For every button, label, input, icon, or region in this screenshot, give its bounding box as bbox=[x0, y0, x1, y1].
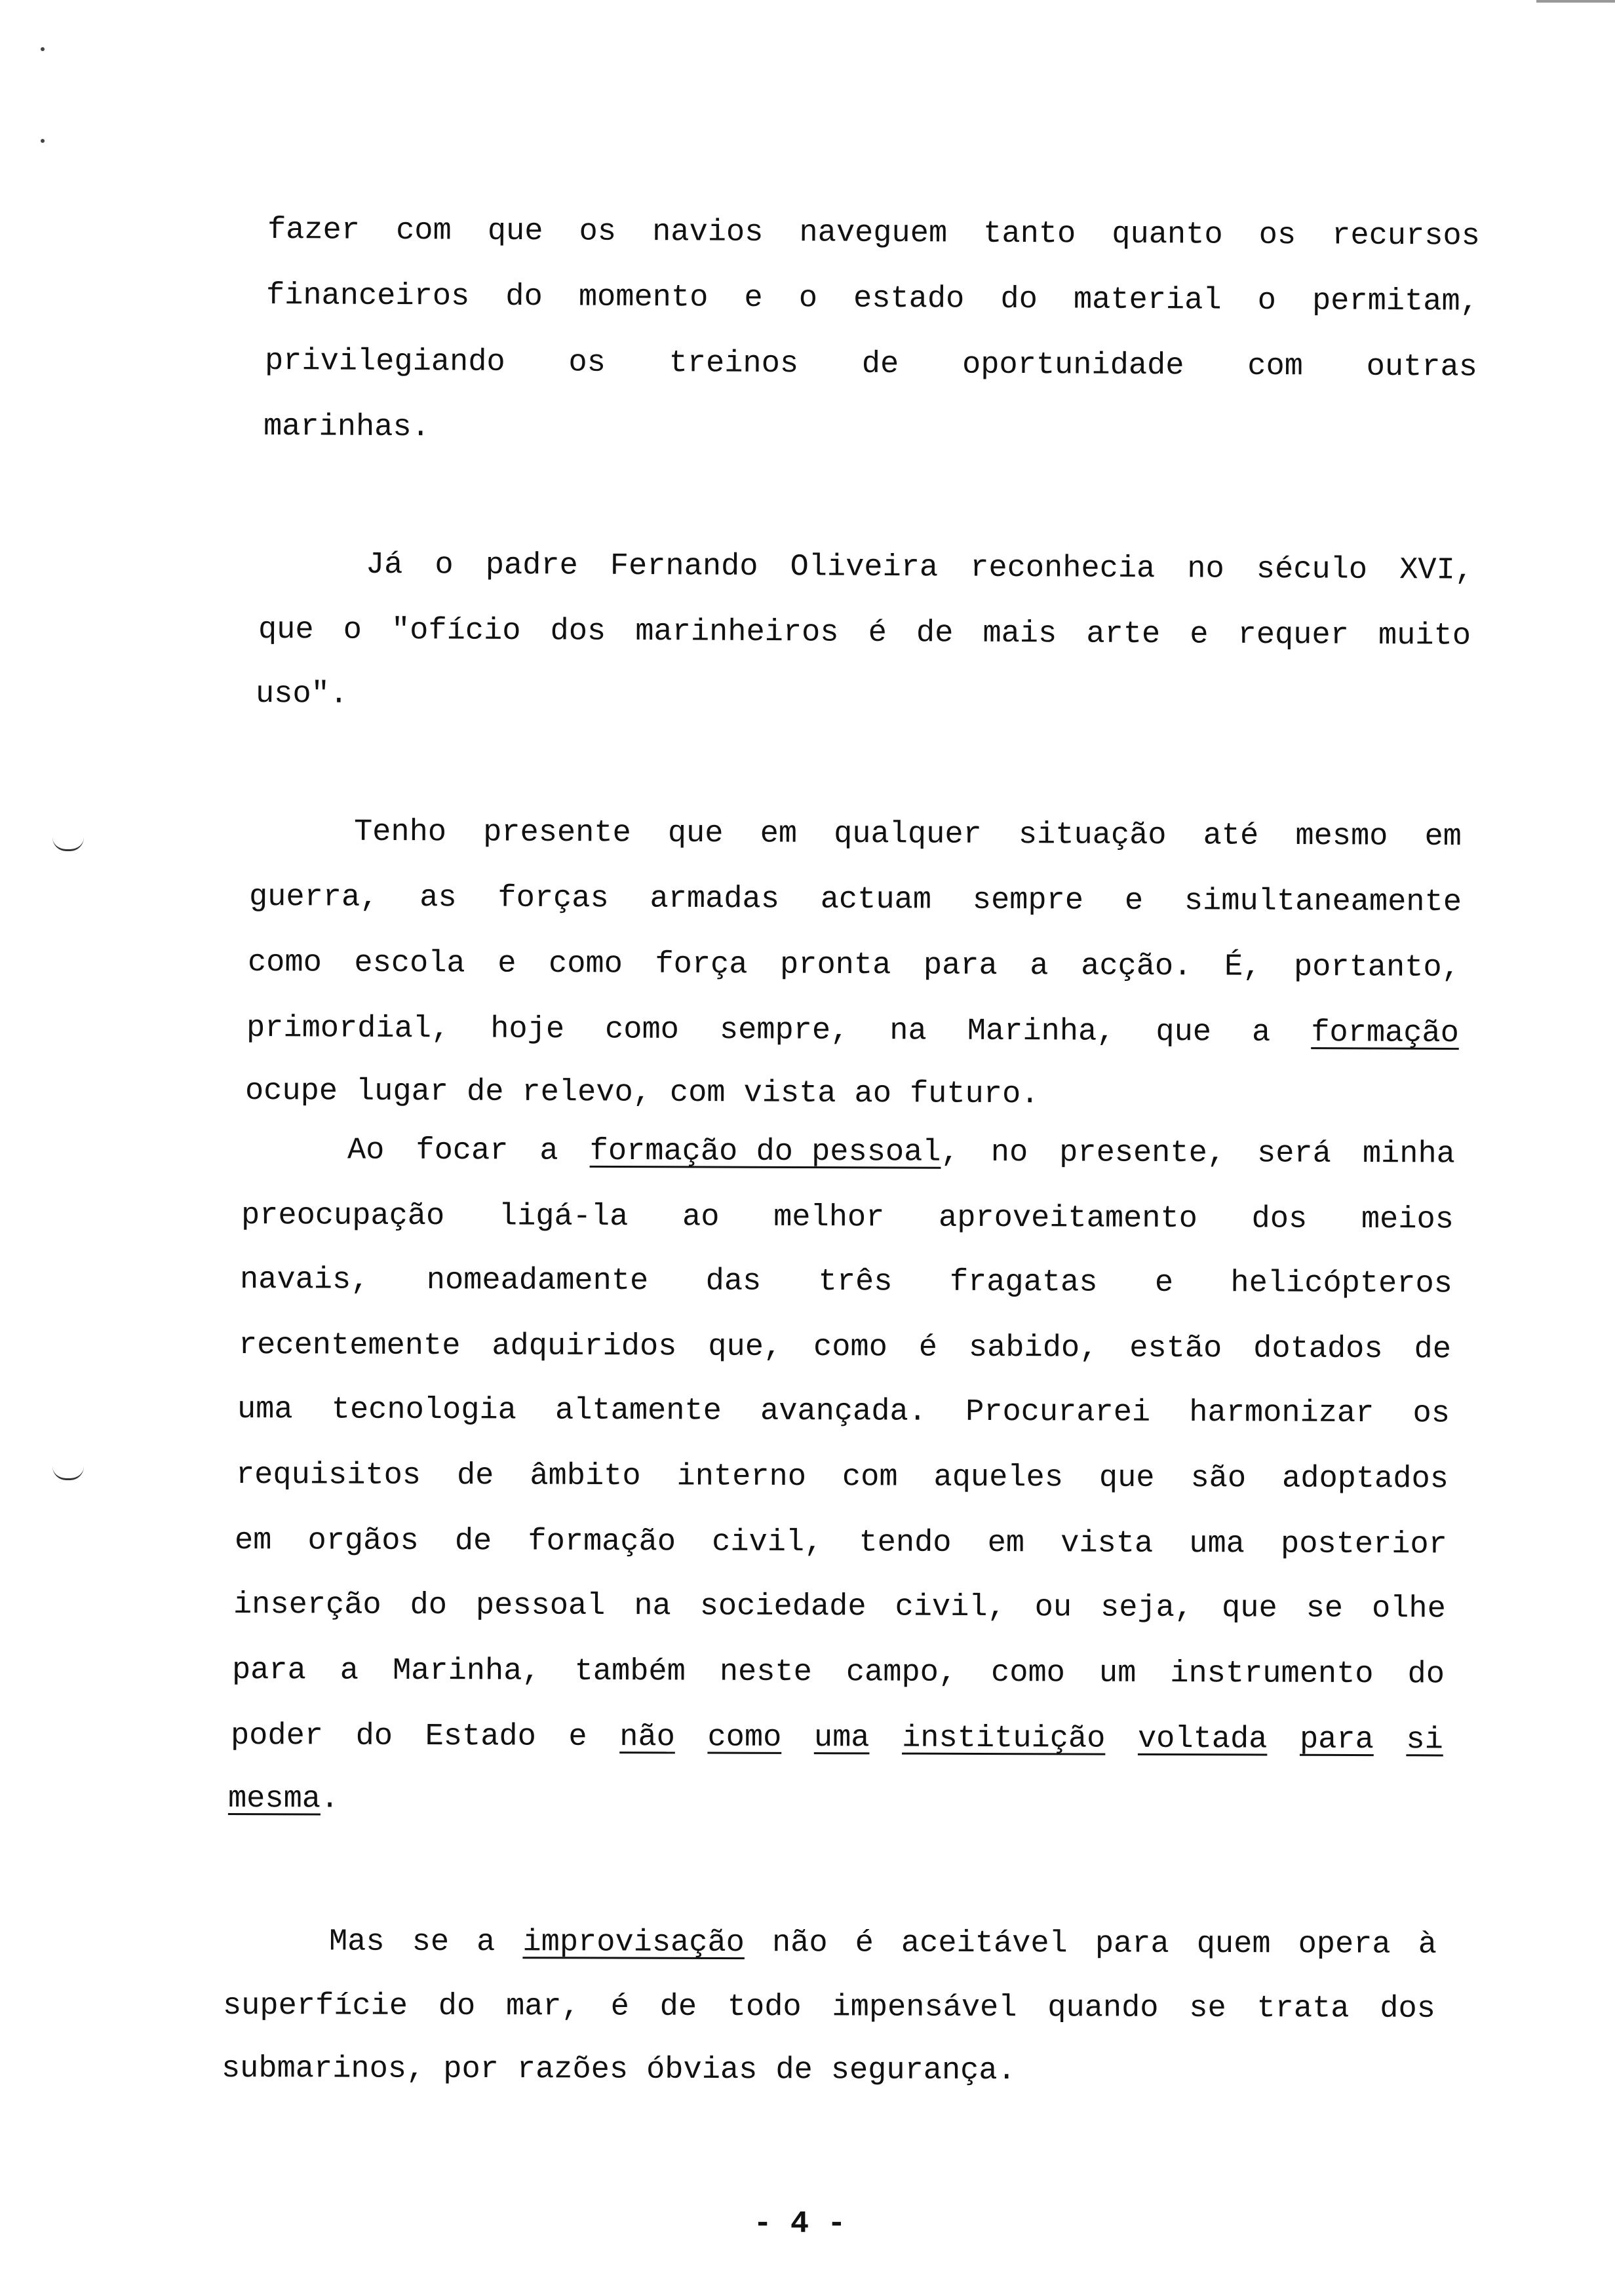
word: século bbox=[1256, 552, 1368, 588]
word: formação bbox=[1311, 1016, 1460, 1052]
word: adoptados bbox=[1281, 1461, 1449, 1497]
word: meios bbox=[1361, 1202, 1454, 1238]
word: Marinha, bbox=[967, 1014, 1116, 1050]
word: arte bbox=[1086, 617, 1161, 653]
word: com bbox=[669, 1075, 726, 1111]
word: Mas bbox=[328, 1924, 385, 1960]
word: à bbox=[1418, 1927, 1437, 1962]
word: fazer bbox=[267, 213, 360, 248]
word: adquiridos bbox=[492, 1329, 677, 1365]
word: Estado bbox=[425, 1719, 536, 1755]
word: em bbox=[234, 1523, 272, 1559]
text-line bbox=[248, 944, 1460, 988]
word: mesma. bbox=[227, 1782, 340, 1817]
text-line bbox=[256, 675, 1468, 721]
word: si bbox=[1406, 1723, 1443, 1758]
word: se bbox=[412, 1924, 450, 1960]
word: muito bbox=[1378, 618, 1471, 654]
word: oportunidade bbox=[962, 347, 1184, 384]
word: como bbox=[990, 1656, 1066, 1691]
word: a bbox=[539, 1134, 558, 1169]
word: como bbox=[604, 1012, 680, 1048]
word: interno bbox=[676, 1459, 807, 1495]
word: mais bbox=[983, 616, 1057, 652]
word: opera bbox=[1298, 1927, 1391, 1962]
word: das bbox=[705, 1264, 762, 1299]
word: armadas bbox=[650, 881, 780, 917]
word: instituição bbox=[902, 1721, 1106, 1757]
word: pronta bbox=[779, 947, 891, 984]
word: que bbox=[1099, 1461, 1155, 1496]
word: que bbox=[1156, 1015, 1212, 1050]
word: hoje bbox=[490, 1012, 565, 1048]
word: mesmo bbox=[1295, 818, 1388, 854]
word: requer bbox=[1237, 617, 1349, 653]
word: uma bbox=[813, 1721, 870, 1756]
word: dotados bbox=[1253, 1331, 1383, 1368]
word: guerra, bbox=[248, 880, 379, 915]
word: são bbox=[1190, 1461, 1247, 1497]
word: melhor bbox=[773, 1200, 885, 1236]
text-line bbox=[237, 1390, 1450, 1434]
word: sempre bbox=[972, 883, 1084, 919]
word: o bbox=[1257, 283, 1277, 319]
word: ao bbox=[682, 1200, 720, 1235]
word: momento bbox=[578, 280, 709, 316]
word: a bbox=[1251, 1015, 1271, 1050]
word: futuro. bbox=[909, 1077, 1040, 1113]
word: permitam, bbox=[1312, 284, 1479, 320]
word: o bbox=[435, 548, 454, 583]
text-line bbox=[240, 1261, 1452, 1304]
word: formação bbox=[528, 1524, 676, 1560]
word: padre bbox=[485, 548, 578, 584]
word: de bbox=[659, 1989, 697, 2025]
word: não bbox=[619, 1720, 675, 1755]
word: os bbox=[1412, 1396, 1450, 1432]
word: e bbox=[744, 280, 763, 316]
word: orgãos bbox=[307, 1523, 419, 1559]
text-line bbox=[258, 611, 1471, 657]
word: ou bbox=[1034, 1590, 1072, 1626]
word: aproveitamento bbox=[938, 1200, 1198, 1237]
word: navios bbox=[652, 215, 764, 250]
word: simultaneamente bbox=[1184, 884, 1462, 921]
text-line bbox=[223, 1987, 1435, 2029]
word: focar bbox=[416, 1133, 509, 1169]
word: instrumento bbox=[1170, 1656, 1374, 1693]
word: Procurarei bbox=[965, 1394, 1151, 1430]
word: óbvias bbox=[646, 2052, 758, 2088]
word: sociedade bbox=[699, 1589, 866, 1625]
word: e bbox=[497, 946, 516, 982]
word: na bbox=[634, 1589, 671, 1624]
word: para bbox=[231, 1653, 306, 1689]
word: força bbox=[655, 947, 748, 983]
word: olhe bbox=[1371, 1592, 1446, 1627]
word: e bbox=[1154, 1265, 1174, 1301]
word: vista bbox=[1060, 1526, 1154, 1561]
word: em bbox=[760, 816, 798, 852]
word: como bbox=[247, 946, 322, 981]
word: é bbox=[855, 1926, 874, 1961]
word: tendo bbox=[859, 1525, 952, 1561]
word: tanto bbox=[983, 216, 1076, 252]
word: superfície bbox=[222, 1989, 408, 2024]
binder-hole-mark bbox=[52, 1466, 84, 1480]
word: avançada. bbox=[760, 1394, 927, 1430]
word: âmbito bbox=[530, 1459, 641, 1495]
page-number: - 4 - bbox=[753, 2207, 846, 2242]
word: do bbox=[355, 1719, 393, 1754]
word: de bbox=[466, 1075, 504, 1110]
word: razões bbox=[516, 2052, 629, 2088]
word: o bbox=[343, 613, 362, 648]
word: a bbox=[477, 1925, 496, 1961]
word: presente, bbox=[1059, 1136, 1226, 1172]
word: primordial, bbox=[246, 1011, 450, 1047]
word: campo, bbox=[846, 1655, 958, 1691]
scan-speck bbox=[41, 47, 45, 51]
word: segurança. bbox=[830, 2053, 1016, 2089]
word: e bbox=[568, 1719, 587, 1755]
word: trata bbox=[1256, 1991, 1350, 2027]
word: será bbox=[1256, 1136, 1331, 1172]
word: do bbox=[438, 1989, 476, 2025]
text-line bbox=[232, 1651, 1445, 1694]
word: que bbox=[1221, 1591, 1277, 1626]
text-line bbox=[261, 545, 1473, 591]
word: com bbox=[842, 1460, 898, 1495]
word: tecnologia bbox=[331, 1392, 516, 1428]
word: situação bbox=[1018, 818, 1167, 854]
word: como bbox=[813, 1330, 887, 1366]
text-line bbox=[224, 1923, 1437, 1965]
word: no bbox=[1187, 552, 1224, 587]
word: qualquer bbox=[834, 816, 982, 852]
word: que, bbox=[708, 1330, 783, 1365]
word: inserção bbox=[233, 1588, 381, 1623]
text-line bbox=[246, 1009, 1459, 1054]
word: quando bbox=[1047, 1991, 1159, 2026]
text-line bbox=[228, 1780, 1441, 1823]
word: fragatas bbox=[949, 1265, 1098, 1301]
word: do bbox=[410, 1588, 448, 1624]
word: se bbox=[1306, 1591, 1344, 1626]
word: submarinos, bbox=[221, 2052, 425, 2087]
word: os bbox=[568, 345, 606, 381]
text-line bbox=[236, 1456, 1449, 1499]
word: os bbox=[579, 214, 617, 250]
word: aqueles bbox=[933, 1460, 1064, 1496]
word: para bbox=[1299, 1722, 1374, 1758]
word: as bbox=[419, 881, 457, 916]
word: marinhas. bbox=[263, 410, 430, 446]
word: dos bbox=[1251, 1202, 1308, 1237]
word: dos bbox=[1380, 1991, 1436, 2027]
scan-edge-line bbox=[1536, 0, 1615, 3]
word: "ofício bbox=[391, 613, 521, 649]
word: sabido, bbox=[968, 1330, 1099, 1366]
word: com bbox=[1247, 349, 1304, 385]
word: no bbox=[990, 1135, 1028, 1171]
word: outras bbox=[1366, 349, 1478, 385]
text-line bbox=[265, 342, 1477, 388]
word: para bbox=[1095, 1926, 1169, 1962]
text-line bbox=[239, 1326, 1451, 1369]
word: financeiros bbox=[265, 278, 470, 315]
word: uso". bbox=[255, 677, 349, 712]
word: Fernando bbox=[610, 548, 758, 584]
word: todo bbox=[727, 1990, 802, 2025]
word: preocupação bbox=[241, 1198, 445, 1234]
word: é bbox=[868, 615, 887, 651]
word: que bbox=[258, 613, 314, 648]
text-line bbox=[245, 1072, 1458, 1117]
word: lugar bbox=[355, 1074, 449, 1110]
word: mar, bbox=[505, 1989, 580, 2025]
word: em bbox=[987, 1526, 1025, 1561]
word: ao bbox=[854, 1077, 892, 1112]
word: de bbox=[456, 1459, 494, 1494]
word: estão bbox=[1129, 1331, 1222, 1367]
word: como bbox=[548, 947, 623, 982]
word: voltada bbox=[1137, 1721, 1268, 1757]
word: de bbox=[1414, 1332, 1452, 1368]
word: altamente bbox=[555, 1393, 722, 1429]
word: o bbox=[798, 281, 818, 316]
word: de bbox=[775, 2053, 813, 2088]
word: é bbox=[918, 1330, 938, 1366]
text-line bbox=[233, 1586, 1446, 1629]
word: do bbox=[505, 279, 543, 315]
word: poder bbox=[230, 1719, 324, 1754]
word: nomeadamente bbox=[426, 1263, 649, 1299]
word: um bbox=[1099, 1656, 1137, 1691]
text-line bbox=[266, 277, 1479, 322]
word: requisitos bbox=[235, 1458, 421, 1493]
word: do bbox=[1407, 1657, 1445, 1693]
word: de bbox=[916, 616, 954, 651]
word: dos bbox=[550, 614, 606, 649]
word: é bbox=[610, 1989, 629, 2025]
word: ocupe bbox=[244, 1074, 338, 1109]
text-line bbox=[222, 2050, 1434, 2092]
word: acção. bbox=[1081, 949, 1192, 985]
word: helicópteros bbox=[1230, 1266, 1453, 1302]
text-line bbox=[231, 1717, 1443, 1760]
word: três bbox=[818, 1265, 893, 1300]
word: marinheiros bbox=[635, 615, 839, 651]
word: recentemente bbox=[238, 1328, 461, 1364]
word: com bbox=[396, 214, 452, 249]
word: Oliveira bbox=[790, 550, 939, 586]
scan-speck bbox=[41, 139, 45, 143]
word: não bbox=[771, 1926, 828, 1961]
word: impensável bbox=[832, 1990, 1017, 2026]
word: que bbox=[667, 816, 724, 852]
word: sempre, bbox=[719, 1013, 849, 1049]
word: neste bbox=[719, 1655, 812, 1691]
word: em bbox=[1424, 819, 1462, 855]
text-line bbox=[241, 1196, 1454, 1240]
word: ligá-la bbox=[498, 1199, 629, 1235]
word: presente bbox=[483, 815, 631, 851]
word: forças bbox=[497, 881, 609, 917]
word: Já bbox=[365, 547, 403, 583]
word: uma bbox=[237, 1392, 293, 1428]
word: Marinha, bbox=[392, 1653, 541, 1689]
word: os bbox=[1258, 218, 1296, 254]
word: privilegiando bbox=[264, 344, 505, 380]
word: como bbox=[707, 1720, 782, 1755]
word: também bbox=[574, 1654, 686, 1690]
word: Ao bbox=[347, 1133, 385, 1168]
word: quanto bbox=[1112, 217, 1223, 253]
word: harmonizar bbox=[1189, 1396, 1374, 1432]
word: a bbox=[1030, 949, 1049, 984]
word: que bbox=[487, 214, 543, 250]
word: pessoal bbox=[475, 1588, 606, 1624]
word: do bbox=[1000, 282, 1038, 318]
text-line bbox=[249, 813, 1462, 857]
text-line bbox=[249, 878, 1462, 923]
word: uma bbox=[1189, 1527, 1245, 1562]
word: formação do pessoal, bbox=[589, 1134, 960, 1170]
word: por bbox=[443, 2052, 499, 2088]
word: e bbox=[1190, 617, 1209, 653]
word: de bbox=[454, 1524, 492, 1559]
word: vista bbox=[743, 1076, 836, 1111]
word: civil, bbox=[895, 1590, 1006, 1626]
word: XVI, bbox=[1399, 553, 1474, 588]
text-line bbox=[235, 1521, 1447, 1565]
word: na bbox=[889, 1014, 927, 1049]
word: até bbox=[1203, 818, 1259, 854]
word: portanto, bbox=[1293, 949, 1460, 986]
word: material bbox=[1073, 282, 1222, 318]
word: se bbox=[1189, 1991, 1226, 2027]
word: reconhecia bbox=[970, 550, 1156, 587]
word: posterior bbox=[1280, 1527, 1447, 1563]
word: treinos bbox=[669, 346, 799, 382]
word: relevo, bbox=[522, 1075, 652, 1111]
word: de bbox=[861, 347, 899, 383]
binder-hole-mark bbox=[52, 837, 84, 851]
word: e bbox=[1124, 883, 1144, 919]
word: escola bbox=[354, 946, 465, 982]
word: Tenho bbox=[353, 814, 447, 851]
word: improvisação bbox=[522, 1925, 745, 1961]
text-line bbox=[263, 408, 1476, 453]
word: civil, bbox=[712, 1525, 823, 1561]
word: minha bbox=[1362, 1136, 1455, 1172]
word: recursos bbox=[1332, 218, 1481, 254]
word: navais, bbox=[239, 1263, 370, 1298]
word: aceitável bbox=[901, 1926, 1068, 1962]
word: estado bbox=[853, 281, 965, 317]
word: seja, bbox=[1100, 1590, 1194, 1626]
text-line bbox=[267, 211, 1480, 257]
word: a bbox=[340, 1653, 359, 1689]
word: actuam bbox=[820, 882, 932, 918]
text-line bbox=[243, 1131, 1455, 1174]
word: para bbox=[923, 948, 998, 984]
word: naveguem bbox=[799, 216, 948, 252]
word: É, bbox=[1224, 949, 1262, 985]
word: quem bbox=[1196, 1926, 1271, 1962]
